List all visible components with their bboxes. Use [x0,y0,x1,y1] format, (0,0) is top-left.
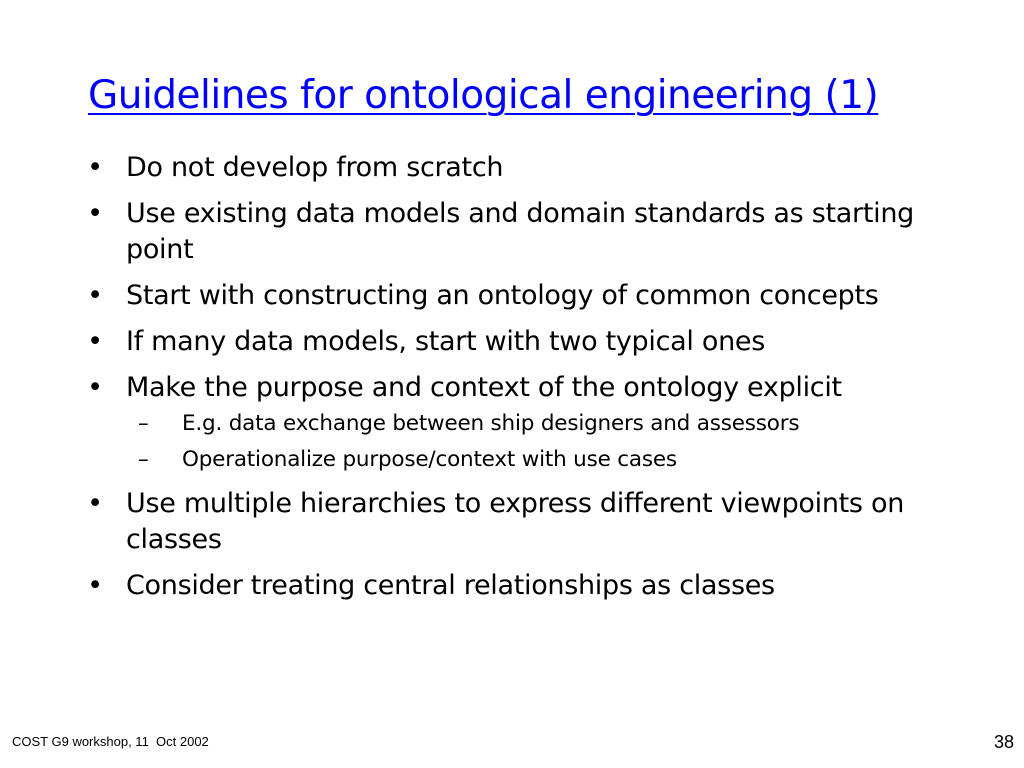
bullet-text: Use multiple hierarchies to express different viewpoints on classes [126,488,905,555]
bullet-icon: • [87,488,103,519]
bullet-list [86,150,946,614]
page-number: 38 [993,732,1014,752]
sub-bullet-list [126,408,946,476]
sub-bullet-item [136,408,946,440]
bullet-item [86,150,946,186]
sub-bullet-text: Operationalize purpose/context with use cases [182,447,677,472]
dash-icon: – [138,411,149,436]
bullet-icon: • [87,570,103,601]
bullet-item [86,568,946,604]
bullet-icon: • [87,372,103,403]
bullet-item [86,278,946,314]
bullet-icon: • [87,280,103,311]
bullet-text: Use existing data models and domain standards as starting point [126,198,914,265]
bullet-item [86,196,946,268]
footer-event-label: COST G9 workshop, 11 Oct 2002 [12,734,209,749]
sub-bullet-text: E.g. data exchange between ship designers and assessors [182,411,800,436]
bullet-item [86,324,946,360]
bullet-icon: • [87,198,103,229]
bullet-text: Start with constructing an ontology of common concepts [126,280,879,311]
slide-title: Guidelines for ontological engineering (1) [88,73,879,118]
bullet-item [86,486,946,558]
sub-bullet-item [136,444,946,476]
bullet-icon: • [87,326,103,357]
bullet-text: Do not develop from scratch [126,152,504,183]
bullet-icon: • [87,152,103,183]
dash-icon: – [138,447,149,472]
bullet-text: Make the purpose and context of the ontology explicit [126,372,842,403]
bullet-text: Consider treating central relationships as classes [126,570,775,601]
bullet-text: If many data models, start with two typical ones [126,326,765,357]
bullet-item [86,370,946,476]
